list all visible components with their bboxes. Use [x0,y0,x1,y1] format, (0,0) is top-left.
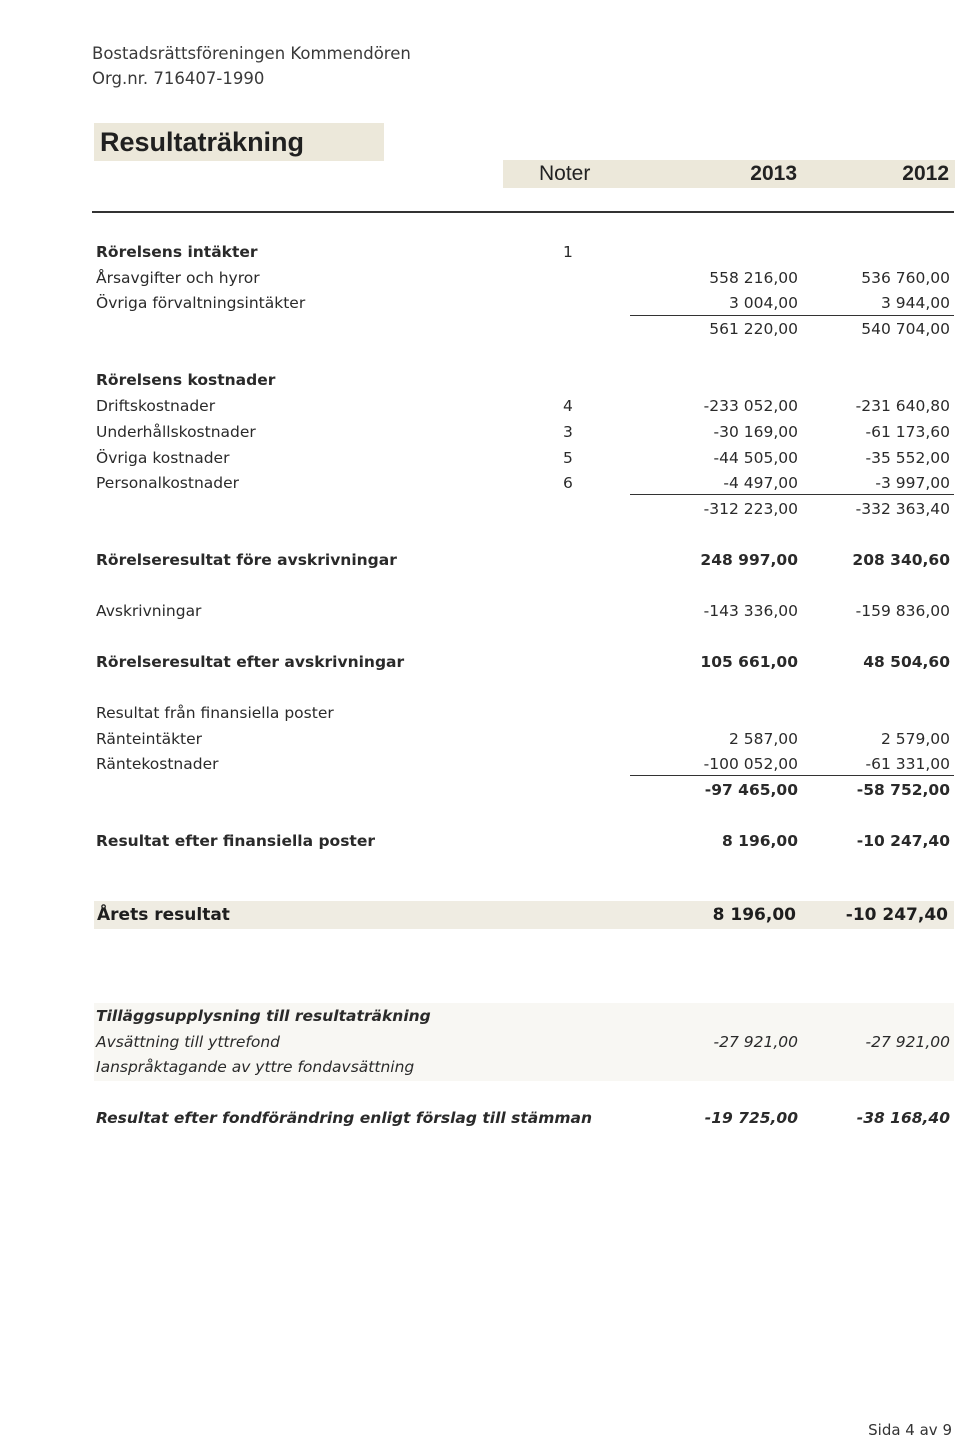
row-value-2012: 48 504,60 [863,653,950,671]
table-row [0,702,960,724]
table-row [0,267,960,289]
row-value-2012: -3 997,00 [875,474,950,492]
tillagg-heading-row [0,1005,960,1027]
row-value-2013: 561 220,00 [709,320,798,338]
table-row [0,447,960,469]
row-value-2012: -58 752,00 [856,781,950,799]
row-value-2013: -312 223,00 [703,500,798,518]
page-title: Resultaträkning [100,127,305,157]
header-divider [92,211,954,213]
row-label: Resultat efter fondförändring enligt förslag till stämman [96,1109,593,1127]
row-label: Driftskostnader [96,397,216,415]
row-label: Rörelseresultat efter avskrivningar [96,653,405,671]
subtotal-rule [630,315,954,316]
row-value-2013: 105 661,00 [700,653,798,671]
table-row [0,830,960,852]
row-label: Resultat efter finansiella poster [96,832,375,850]
row-value-2012: -332 363,40 [855,500,950,518]
row-value-2013: -97 465,00 [704,781,798,799]
row-value-2013: -27 921,00 [713,1033,798,1051]
column-header [503,160,955,188]
org-name: Bostadsrättsföreningen Kommendören [92,44,411,63]
row-value-2013: 3 004,00 [728,294,798,312]
row-value-2013: -100 052,00 [703,755,798,773]
table-row [0,292,960,314]
row-value-2012: 2 579,00 [880,730,950,748]
table-row [0,1056,960,1078]
subtotal-rule [630,775,954,776]
row-value-2012: 536 760,00 [861,269,950,287]
row-note: 4 [563,397,573,415]
row-label: Ränteintäkter [96,730,203,748]
table-row [0,241,960,263]
row-note: 5 [563,449,573,467]
row-value-2012: 540 704,00 [861,320,950,338]
table-row [0,651,960,673]
row-value-2012: -231 640,80 [855,397,950,415]
row-value-2013: 248 997,00 [700,551,798,569]
page-number: Sida 4 av 9 [868,1421,952,1439]
column-noter: Noter [539,162,591,185]
row-value-2013: 2 587,00 [728,730,798,748]
tillagg-heading: Tilläggsupplysning till resultaträkning [96,1007,431,1025]
row-value-2013: -30 169,00 [713,423,798,441]
subtotal-row [0,779,960,801]
subtotal-rule [630,494,954,495]
table-row [0,753,960,775]
row-label: Ianspråktagande av yttre fondavsättning [96,1058,415,1076]
title-box [94,123,384,161]
subtotal-row [0,498,960,520]
row-value-2012: -35 552,00 [865,449,950,467]
row-value-2013: -44 505,00 [713,449,798,467]
row-label: Övriga förvaltningsintäkter [96,294,306,312]
row-value-2013: -143 336,00 [703,602,798,620]
row-label: Räntekostnader [96,755,219,773]
row-value-2013: -19 725,00 [704,1109,798,1127]
row-value-2012: 208 340,60 [852,551,950,569]
row-label: Årsavgifter och hyror [96,269,260,287]
row-label: Personalkostnader [96,474,240,492]
arets-resultat-bar [94,901,954,929]
table-row [0,472,960,494]
row-value-2012: 3 944,00 [880,294,950,312]
row-note: 6 [563,474,573,492]
column-2012: 2012 [902,162,949,185]
table-row [0,395,960,417]
row-label: Underhållskostnader [96,423,256,441]
column-2013: 2013 [750,162,797,185]
row-value-2012: -159 836,00 [855,602,950,620]
arets-resultat-2012: -10 247,40 [845,905,948,925]
arets-resultat-2013: 8 196,00 [712,905,796,925]
row-note: 3 [563,423,573,441]
row-value-2012: -10 247,40 [856,832,950,850]
table-row [0,1031,960,1053]
row-value-2012: -38 168,40 [856,1109,950,1127]
row-label: Avsättning till yttrefond [96,1033,280,1051]
row-label: Resultat från finansiella poster [96,704,334,722]
table-row [0,600,960,622]
row-label: Rörelseresultat före avskrivningar [96,551,397,569]
row-value-2013: 558 216,00 [709,269,798,287]
org-number: Org.nr. 716407-1990 [92,69,265,88]
table-row [0,421,960,443]
row-label: Rörelsens intäkter [96,243,258,261]
row-label: Rörelsens kostnader [96,371,276,389]
row-note: 1 [563,243,573,261]
row-value-2012: -27 921,00 [865,1033,950,1051]
row-label: Övriga kostnader [96,449,230,467]
table-row [0,369,960,391]
row-value-2013: -4 497,00 [723,474,798,492]
arets-resultat-label: Årets resultat [97,905,230,925]
row-label: Avskrivningar [96,602,202,620]
row-value-2013: -233 052,00 [703,397,798,415]
row-value-2012: -61 173,60 [865,423,950,441]
row-value-2012: -61 331,00 [865,755,950,773]
final-result-row [0,1107,960,1129]
table-row [0,728,960,750]
row-value-2013: 8 196,00 [722,832,798,850]
subtotal-row [0,318,960,340]
table-row [0,549,960,571]
